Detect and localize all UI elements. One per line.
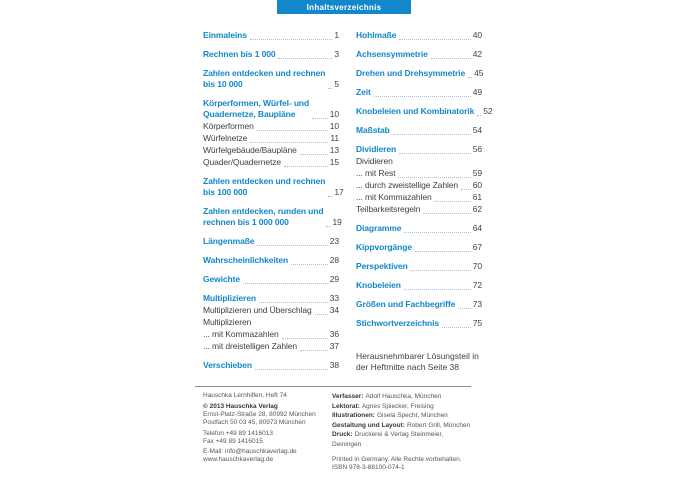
phone-line: Telefon +49 89 1416013 — [203, 429, 273, 437]
toc-entry — [356, 204, 482, 215]
imprint-footer — [195, 386, 471, 472]
toc-entry-page: 36 — [329, 329, 339, 339]
toc-entry-page: 29 — [329, 274, 339, 284]
toc-entry-page: 59 — [472, 168, 482, 178]
toc-entry — [203, 157, 339, 168]
credit-value: Adolf Hauschka, München — [365, 393, 442, 400]
toc-entry-page: 56 — [472, 144, 482, 154]
dotted-leader — [374, 96, 471, 97]
toc-entry — [203, 133, 339, 144]
toc-entry-page: 1 — [334, 30, 339, 40]
toc-entry — [356, 318, 482, 329]
toc-entry-label: Rechnen bis 1 000 — [203, 49, 276, 59]
toc-entry-page: 15 — [329, 157, 339, 167]
toc-entry — [356, 144, 482, 155]
credit-value: Robert Grill, München — [406, 421, 471, 429]
toc-entry — [356, 30, 482, 41]
toc-entry — [356, 242, 482, 253]
toc-entry-label: Größen und Fachbegriffe — [356, 299, 456, 309]
dotted-leader — [442, 327, 471, 328]
toc-entry-page: 37 — [329, 341, 339, 351]
toc-entry — [356, 168, 482, 179]
toc-entry — [203, 145, 339, 156]
copyright-line: © 2013 Hauschka Verlag — [203, 402, 278, 410]
toc-entry-page: 42 — [472, 49, 482, 59]
dotted-leader — [243, 283, 328, 284]
dotted-leader — [284, 166, 328, 167]
dotted-leader — [393, 134, 471, 135]
toc-entry-label: Stichwortverzeichnis — [356, 318, 440, 328]
toc-entry — [203, 206, 342, 228]
dotted-leader — [423, 213, 470, 214]
toc-entry-page: 70 — [472, 261, 482, 271]
toc-entry-label: Achsensymmetrie — [356, 49, 428, 59]
toc-entry-label: Maßstab — [356, 125, 390, 135]
dotted-leader — [468, 77, 472, 78]
credit-label: Druck: — [332, 431, 353, 438]
dotted-leader — [312, 118, 328, 119]
print-info-block — [332, 456, 471, 472]
credit-verfasser — [332, 392, 471, 402]
address-line-2: Postfach 50 03 45, 80973 München — [203, 418, 306, 426]
toc-entry-label: Körperformen, Würfel- und Quadernetze, Baupläne — [203, 98, 310, 119]
toc-column-right — [356, 30, 493, 373]
credit-value: Gisela Specht, München — [376, 412, 448, 419]
dotted-leader — [404, 232, 470, 233]
imprint-publisher-block — [195, 392, 332, 472]
credit-lektorat — [332, 402, 471, 412]
credit-druck — [332, 430, 471, 449]
toc-entry-label: Diagramme — [356, 223, 402, 233]
toc-entry-label: Längenmaße — [203, 236, 255, 246]
toc-entry-page: 38 — [329, 360, 339, 370]
dotted-leader — [326, 226, 330, 227]
toc-entry-label: Würfelgebäude/Baupläne — [203, 145, 297, 155]
dotted-leader — [315, 314, 328, 315]
credit-gestaltung — [332, 421, 471, 431]
toc-entry-page: 17 — [334, 187, 344, 197]
dotted-leader — [328, 196, 332, 197]
toc-entry — [203, 49, 339, 60]
toc-entry-label: Körperformen — [203, 121, 254, 131]
toc-entry-label: ... mit dreistelligen Zahlen — [203, 341, 298, 351]
toc-entry-label: Quader/Quadernetze — [203, 157, 282, 167]
credit-value: Druckerei & Verlag Steinmeier, Deiningen — [332, 431, 444, 448]
toc-entry — [203, 30, 339, 41]
toc-entry-page: 62 — [472, 204, 482, 214]
toc-entry-page: 34 — [329, 305, 339, 315]
toc-entry — [356, 192, 482, 203]
toc-entry — [356, 49, 482, 60]
dotted-leader — [282, 338, 328, 339]
toc-entry — [203, 68, 339, 90]
dotted-leader — [257, 130, 328, 131]
dotted-leader — [250, 39, 332, 40]
toc-entry-label: Zahlen entdecken und rechnen bis 10 000 — [203, 68, 326, 89]
toc-column-left — [203, 30, 344, 373]
dotted-leader — [458, 308, 471, 309]
toc-entry-label: Teilbarkeitsregeln — [356, 204, 421, 214]
dotted-leader — [278, 58, 332, 59]
toc-entry-label: Kippvorgänge — [356, 242, 412, 252]
dotted-leader — [399, 39, 470, 40]
toc-entry-label: ... mit Kommazahlen — [356, 192, 432, 202]
removable-solutions-note: Herausnehmbarer Lösungsteil in der Heftmitte nach Seite 38 — [356, 351, 479, 372]
toc-entry — [356, 87, 482, 98]
dotted-leader — [431, 58, 471, 59]
toc-entry — [203, 305, 339, 316]
dotted-leader — [328, 88, 332, 89]
toc-entry-page: 19 — [332, 217, 342, 227]
toc-entry — [356, 299, 482, 310]
credit-illustrationen — [332, 411, 471, 421]
isbn-line: ISBN 978-3-88100-074-1 — [332, 463, 405, 471]
toc-entry — [356, 280, 482, 291]
credit-label: Lektorat: — [332, 402, 360, 410]
toc-entry-label: ... mit Rest — [356, 168, 396, 178]
dotted-leader — [461, 189, 471, 190]
toc-entry-label: Dividieren — [356, 156, 393, 166]
toc-entry-page: 72 — [472, 280, 482, 290]
toc-entry — [356, 125, 482, 136]
toc-entry — [356, 180, 482, 191]
toc-entry-label: Hohlmaße — [356, 30, 397, 40]
dotted-leader — [255, 369, 328, 370]
toc-entry-label: Einmaleins — [203, 30, 247, 40]
toc-entry — [203, 98, 339, 120]
dotted-leader — [259, 302, 328, 303]
toc-entry-label: ... mit Kommazahlen — [203, 329, 279, 339]
credit-label: Verfasser: — [332, 393, 364, 400]
credit-label: Gestaltung und Layout: — [332, 421, 405, 429]
toc-entry-label: Zeit — [356, 87, 371, 97]
toc-entry-label: Wahrscheinlichkeiten — [203, 255, 289, 265]
toc-entry-page: 40 — [472, 30, 482, 40]
toc-entry-label: Zahlen entdecken und rechnen bis 100 000 — [203, 176, 326, 197]
toc-entry-label: ... durch zweistellige Zahlen — [356, 180, 458, 190]
toc-entry — [203, 329, 339, 340]
toc-entry-page: 64 — [472, 223, 482, 233]
toc-entry — [356, 106, 493, 117]
toc-entry — [203, 121, 339, 132]
dotted-leader — [477, 115, 481, 116]
fax-line: Fax +49 89 1416015 — [203, 437, 263, 445]
toc-entry-label: Perspektiven — [356, 261, 408, 271]
dotted-leader — [250, 142, 328, 143]
dotted-leader — [257, 245, 327, 246]
toc-entry-page: 28 — [329, 255, 339, 265]
dotted-leader — [404, 289, 471, 290]
dotted-leader — [415, 251, 471, 252]
dotted-leader — [435, 201, 471, 202]
dotted-leader — [399, 153, 471, 154]
email-line: E-Mail: info@hauschkaverlag.de — [203, 448, 297, 456]
toc-entry — [203, 255, 339, 266]
imprint-credits-block — [332, 392, 471, 472]
dotted-leader — [291, 264, 328, 265]
toc-entry-label: Verschieben — [203, 360, 252, 370]
toc-entry-label: Knobeleien und Kombinatorik — [356, 106, 475, 116]
toc-entry — [203, 360, 339, 371]
toc-entry-label: Dividieren — [356, 144, 397, 154]
toc-entry — [356, 156, 482, 167]
printed-line: Printed in Germany. Alle Rechte vorbehalten. — [332, 456, 462, 463]
toc-entry — [203, 341, 339, 352]
series-title: Hauschka Lernhilfen, Heft 74 — [203, 392, 287, 399]
toc-entry — [203, 176, 344, 198]
address-line-1: Ernst-Platz-Straße 28, 80992 München — [203, 410, 316, 418]
table-of-contents — [203, 30, 493, 373]
credit-value: Agnes Spiecker, Freising — [361, 402, 434, 410]
toc-entry-page: 11 — [330, 133, 339, 143]
toc-entry-page: 23 — [329, 236, 339, 246]
dotted-leader — [411, 270, 471, 271]
dotted-leader — [300, 154, 328, 155]
toc-entry-label: Multiplizieren — [203, 293, 256, 303]
dotted-leader — [398, 177, 470, 178]
toc-entry-page: 10 — [329, 121, 339, 131]
toc-entry-label: Würfelnetze — [203, 133, 248, 143]
toc-entry-label: Drehen und Drehsymmetrie — [356, 68, 466, 78]
toc-entry-page: 75 — [472, 318, 482, 328]
toc-entry-page: 10 — [329, 109, 339, 119]
toc-entry-label: Zahlen entdecken, runden und rechnen bis 1 000 000 — [203, 206, 324, 227]
inhaltsverzeichnis-tab: Inhaltsverzeichnis — [277, 0, 411, 14]
toc-entry — [203, 317, 339, 328]
toc-entry-page: 67 — [472, 242, 482, 252]
toc-entry-page: 3 — [334, 49, 339, 59]
toc-entry — [356, 68, 482, 79]
toc-entry — [203, 236, 339, 247]
toc-entry-page: 5 — [334, 79, 340, 89]
toc-entry-label: Multiplizieren — [203, 317, 252, 327]
toc-entry-label: Knobeleien — [356, 280, 401, 290]
toc-entry — [203, 274, 339, 285]
credit-label: Illustrationen: — [332, 412, 375, 419]
dotted-leader — [300, 350, 328, 351]
website-line: www.hauschkaverlag.de — [203, 456, 274, 464]
toc-entry-page: 73 — [472, 299, 482, 309]
toc-entry — [356, 223, 482, 234]
toc-entry-page: 49 — [472, 87, 482, 97]
toc-entry-label: Multiplizieren und Überschlag — [203, 305, 312, 315]
toc-entry-page: 52 — [483, 106, 493, 116]
toc-entry-page: 33 — [329, 293, 339, 303]
toc-entry — [203, 293, 339, 304]
toc-entry-label: Gewichte — [203, 274, 240, 284]
toc-entry-page: 61 — [472, 192, 482, 202]
toc-entry-page: 54 — [472, 125, 482, 135]
toc-entry-page: 45 — [474, 68, 484, 78]
toc-entry-page: 13 — [329, 145, 339, 155]
toc-entry — [356, 261, 482, 272]
toc-entry-page: 60 — [472, 180, 482, 190]
